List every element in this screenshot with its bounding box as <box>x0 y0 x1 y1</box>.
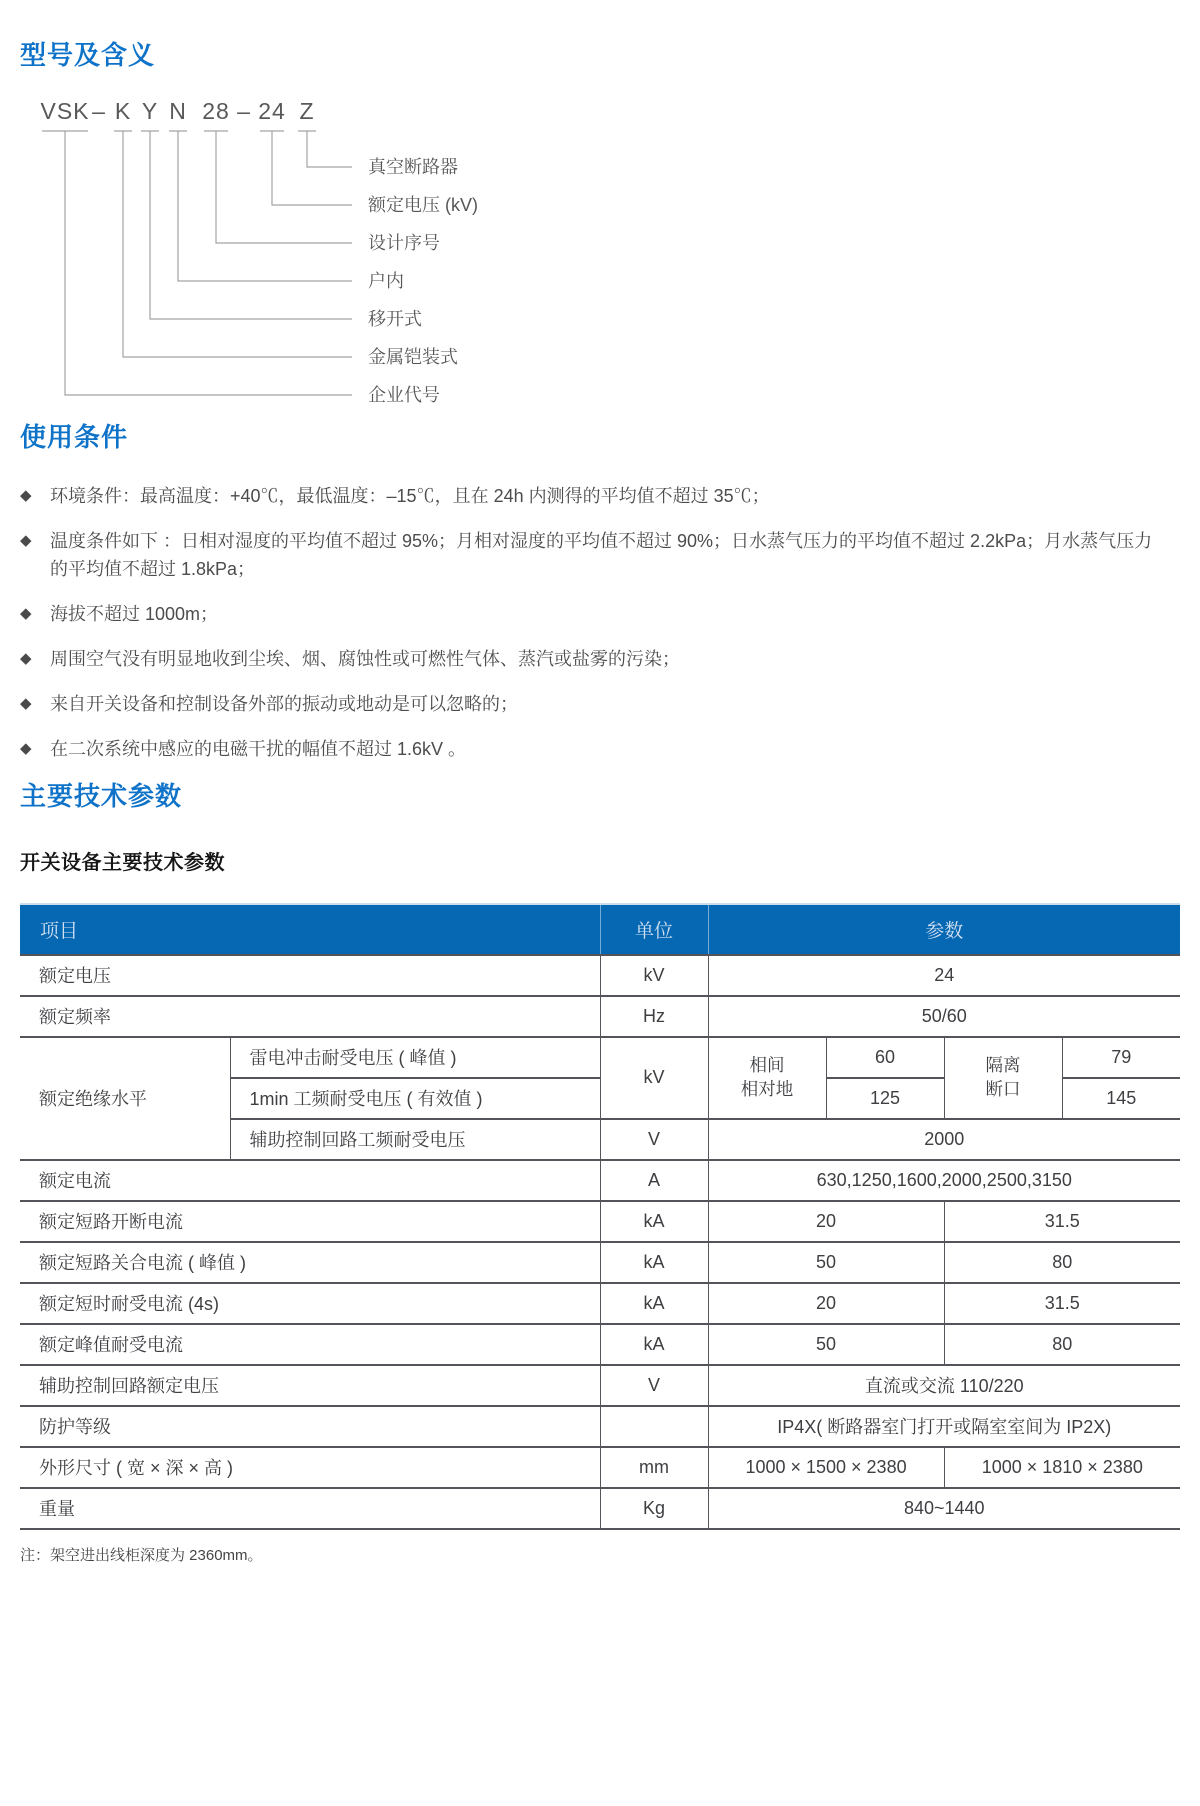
param-label: 额定短路开断电流 <box>20 1201 600 1242</box>
value-cell: 125 <box>826 1078 944 1119</box>
param-label: 雷电冲击耐受电压 ( 峰值 ) <box>230 1037 600 1078</box>
condition-text: 环境条件：最高温度：+40℃，最低温度：–15℃，且在 24h 内测得的平均值不超过 35℃； <box>50 486 770 507</box>
conditions-list <box>20 483 1170 763</box>
diamond-bullet-icon: ◆ <box>20 605 32 623</box>
model-code-k: K <box>114 98 132 125</box>
model-code-ladder-diagram <box>20 97 1060 422</box>
parameters-section-heading: 主要技术参数 <box>20 780 183 811</box>
diamond-bullet-icon: ◆ <box>20 532 32 550</box>
unit-cell: kA <box>600 1242 708 1283</box>
conditions-section-heading: 使用条件 <box>20 422 129 453</box>
ladder-label-rated-voltage: 额定电压 (kV) <box>368 195 478 216</box>
condition-item <box>20 736 1170 764</box>
value-cell: 20 <box>708 1201 944 1242</box>
unit-cell: kV <box>600 955 708 996</box>
header-item: 项目 <box>20 904 600 955</box>
value-cell: 50 <box>708 1324 944 1365</box>
header-param: 参数 <box>708 904 1180 955</box>
ladder-label-company-code: 企业代号 <box>368 385 440 406</box>
ladder-label-design-serial: 设计序号 <box>368 233 440 254</box>
param-label: 额定电压 <box>20 955 600 996</box>
condition-text: 在二次系统中感应的电磁干扰的幅值不超过 1.6kV 。 <box>50 738 467 759</box>
condition-item <box>20 483 1170 511</box>
diamond-bullet-icon: ◆ <box>20 649 32 667</box>
value-cell: 20 <box>708 1283 944 1324</box>
parameters-subtitle: 开关设备主要技术参数 <box>20 851 225 874</box>
table-row-making-current <box>20 1242 1180 1283</box>
value-cell: 24 <box>708 955 1180 996</box>
model-code-28: 28 <box>202 98 230 125</box>
phase-line2: 相对地 <box>740 1078 794 1099</box>
unit-cell: kA <box>600 1283 708 1324</box>
condition-item <box>20 691 1170 719</box>
model-section-heading: 型号及含义 <box>20 40 156 70</box>
phase-to-earth-cell <box>708 1037 826 1119</box>
phase-line1: 相间 <box>749 1055 785 1076</box>
ladder-label-vacuum-breaker: 真空断路器 <box>368 157 458 178</box>
unit-cell: V <box>600 1119 708 1160</box>
ladder-line-metal-clad <box>123 131 352 357</box>
value-cell: 50/60 <box>708 996 1180 1037</box>
table-row-dimensions <box>20 1447 1180 1488</box>
param-label: 辅助控制回路额定电压 <box>20 1365 600 1406</box>
table-row-withstand-current <box>20 1283 1180 1324</box>
value-cell: 50 <box>708 1242 944 1283</box>
ladder-line-company-code <box>65 131 352 395</box>
param-label: 防护等级 <box>20 1406 600 1447</box>
value-cell: 2000 <box>708 1119 1180 1160</box>
model-code-y: Y <box>141 98 159 125</box>
param-label: 1min 工频耐受电压 ( 有效值 ) <box>230 1078 600 1119</box>
table-footnote: 注：架空进出线柜深度为 2360mm。 <box>20 1546 263 1564</box>
condition-text: 海拔不超过 1000m； <box>50 604 219 625</box>
unit-cell: Kg <box>600 1488 708 1529</box>
table-row-aux-voltage <box>20 1365 1180 1406</box>
model-code-dash2: – <box>237 98 251 125</box>
param-label: 辅助控制回路工频耐受电压 <box>230 1119 600 1160</box>
model-code-n: N <box>169 98 187 125</box>
model-code-z: Z <box>299 98 315 125</box>
value-cell: IP4X( 断路器室门打开或隔室室间为 IP2X) <box>708 1406 1180 1447</box>
diamond-bullet-icon: ◆ <box>20 739 32 757</box>
unit-cell: kV <box>600 1037 708 1119</box>
table-row-rated-voltage <box>20 955 1180 996</box>
ladder-line-design-serial <box>216 131 352 243</box>
table-row-protection <box>20 1406 1180 1447</box>
conditions-section <box>20 422 1180 763</box>
param-label: 额定短路关合电流 ( 峰值 ) <box>20 1242 600 1283</box>
ladder-line-vacuum-breaker <box>307 131 352 167</box>
table-row-breaking-current <box>20 1201 1180 1242</box>
unit-cell: kA <box>600 1324 708 1365</box>
unit-cell: A <box>600 1160 708 1201</box>
isolate-line2: 断口 <box>985 1078 1021 1099</box>
model-code-dash1: – <box>92 98 106 125</box>
ladder-label-withdrawable: 移开式 <box>368 309 422 330</box>
condition-text: 周围空气没有明显地收到尘埃、烟、腐蚀性或可燃性气体、蒸汽或盐雾的污染； <box>50 648 680 669</box>
ladder-label-metal-clad: 金属铠装式 <box>368 347 458 368</box>
value-cell: 1000 × 1810 × 2380 <box>944 1447 1180 1488</box>
unit-cell: mm <box>600 1447 708 1488</box>
unit-cell: Hz <box>600 996 708 1037</box>
condition-item <box>20 528 1170 584</box>
param-label: 额定峰值耐受电流 <box>20 1324 600 1365</box>
parameters-section <box>20 781 1180 1565</box>
switchgear-parameters-table <box>20 903 1180 1530</box>
ladder-line-indoor <box>178 131 352 281</box>
isolating-break-cell <box>944 1037 1062 1119</box>
param-label: 重量 <box>20 1488 600 1529</box>
value-cell: 145 <box>1062 1078 1180 1119</box>
header-unit: 单位 <box>600 904 708 955</box>
value-cell: 79 <box>1062 1037 1180 1078</box>
value-cell: 80 <box>944 1242 1180 1283</box>
value-cell: 630,1250,1600,2000,2500,3150 <box>708 1160 1180 1201</box>
table-row-weight <box>20 1488 1180 1529</box>
table-header-row <box>20 904 1180 955</box>
table-row-peak-current <box>20 1324 1180 1365</box>
model-code-24: 24 <box>258 98 286 125</box>
table-row-rated-current <box>20 1160 1180 1201</box>
value-cell: 31.5 <box>944 1201 1180 1242</box>
param-label: 外形尺寸 ( 宽 × 深 × 高 ) <box>20 1447 600 1488</box>
isolate-line1: 隔离 <box>985 1055 1021 1076</box>
ladder-label-indoor: 户内 <box>368 271 404 292</box>
param-label: 额定短时耐受电流 (4s) <box>20 1283 600 1324</box>
ladder-line-rated-voltage <box>272 131 352 205</box>
condition-item <box>20 601 1170 629</box>
table-row-insulation-lightning <box>20 1037 1180 1078</box>
diamond-bullet-icon: ◆ <box>20 694 32 712</box>
diamond-bullet-icon: ◆ <box>20 487 32 505</box>
param-label: 额定电流 <box>20 1160 600 1201</box>
unit-cell: kA <box>600 1201 708 1242</box>
condition-text: 来自开关设备和控制设备外部的振动或地动是可以忽略的； <box>50 693 518 714</box>
value-cell: 80 <box>944 1324 1180 1365</box>
condition-text: 温度条件如下 ：日相对湿度的平均值不超过 95%；月相对湿度的平均值不超过 90%；日水蒸气压力的平均值不超过 2.2kPa；月水蒸气压力的平均值不超过 1.8kPa； <box>50 531 1153 580</box>
value-cell: 1000 × 1500 × 2380 <box>708 1447 944 1488</box>
value-cell: 31.5 <box>944 1283 1180 1324</box>
model-code-company: VSK <box>40 98 90 125</box>
table-row-rated-frequency <box>20 996 1180 1037</box>
value-cell: 60 <box>826 1037 944 1078</box>
insulation-group-label: 额定绝缘水平 <box>20 1037 230 1160</box>
model-section <box>20 40 1180 422</box>
param-label: 额定频率 <box>20 996 600 1037</box>
unit-cell: V <box>600 1365 708 1406</box>
value-cell: 840~1440 <box>708 1488 1180 1529</box>
value-cell: 直流或交流 110/220 <box>708 1365 1180 1406</box>
ladder-line-withdrawable <box>150 131 352 319</box>
unit-cell <box>600 1406 708 1447</box>
condition-item <box>20 646 1170 674</box>
